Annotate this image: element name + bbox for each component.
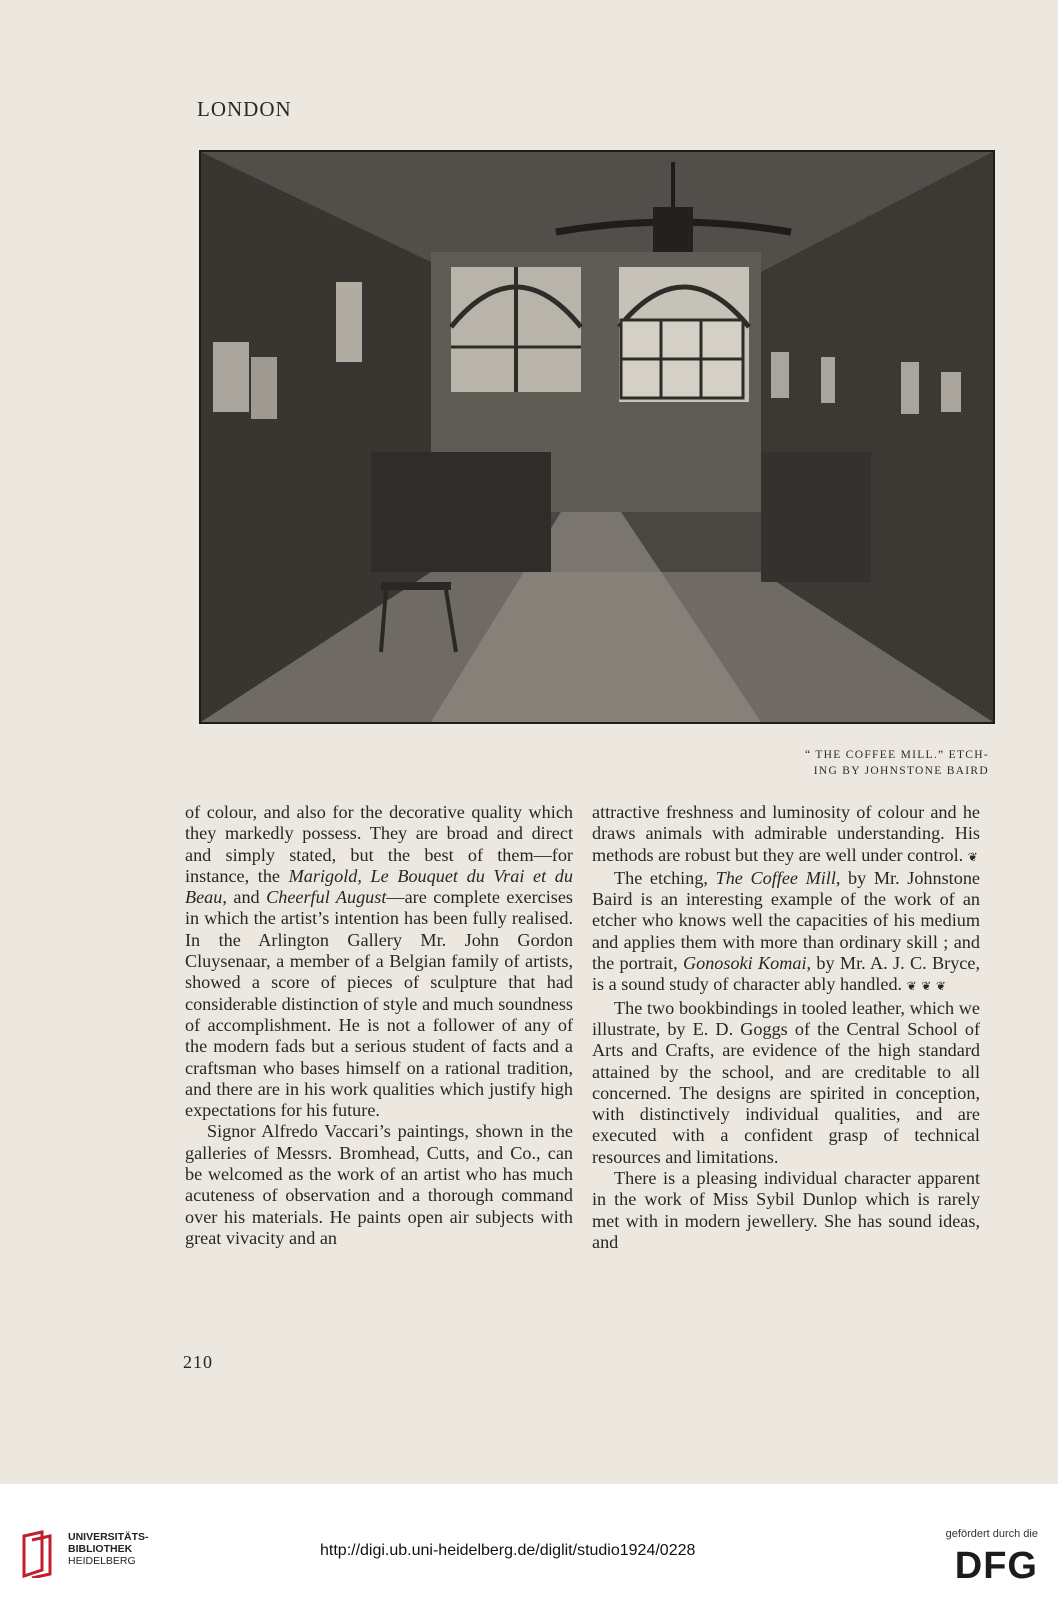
left-paragraph-2: Signor Alfredo Vaccari’s paintings, shown in the galleries of Messrs. Bromhead, Cutts, and Co., can be welcomed as the work of an artist who has much acuteness of observation and a thorough command over his materials. He paints open air subjects with great vivacity and an	[185, 1121, 573, 1248]
library-logo-icon[interactable]	[20, 1530, 62, 1578]
left-paragraph-1: of colour, and also for the decorative quality which they markedly possess. They are broad and direct and simply stated, but the best of them—for instance, the Marigold, Le Bouquet du Vrai et du Beau, and Cheerful August—are complete exercises in which the artist’s intention has been fully realised. In the Arlington Gallery Mr. John Gordon Cluysenaar, a member of a Belgian family of artists, showed a score of pieces of sculpture that had considerable distinction of style and much soundness of accomplishment. He is not a follower of any of the modern fads but a serious student of facts and a craftsman who bases himself on a rational tradition, and there are in his work qualities which justify high expectations for his future.	[185, 802, 573, 1121]
caption-line-1: “ THE COFFEE MILL.” ETCH-	[804, 749, 989, 761]
illustration-caption	[805, 747, 989, 779]
right-paragraph-2: The etching, The Coffee Mill, by Mr. Johnstone Baird is an interesting example of the work of an etcher who knows well the capacities of his medium and applies them with more than ordinary skill ; and the portrait, Gonosoki Komai, by Mr. A. J. C. Bryce, is a sound study of character ably handled. ❦ ❦ ❦	[592, 867, 980, 995]
permalink-url[interactable]: http://digi.ub.uni-heidelberg.de/diglit/studio1924/0228	[320, 1542, 696, 1559]
library-name[interactable]: UNIVERSITÄTS- BIBLIOTHEK HEIDELBERG	[68, 1531, 149, 1567]
right-paragraph-1: attractive freshness and luminosity of colour and he draws animals with admirable understanding. His methods are robust but they are well under control. ❦	[592, 802, 980, 865]
leaf-ornament-icon: ❦	[935, 979, 946, 994]
caption-line-2: ING BY JOHNSTONE BAIRD	[813, 765, 989, 777]
funding-label: gefördert durch die	[945, 1528, 1038, 1540]
coffee-mill-etching	[201, 152, 993, 722]
right-paragraph-4: There is a pleasing individual character apparent in the work of Miss Sybil Dunlop which is rarely met with in modern jewellery. She has sound ideas, and	[592, 1168, 980, 1252]
viewer-footer	[0, 1484, 1058, 1600]
leaf-ornament-icon: ❦	[921, 979, 932, 994]
running-title: LONDON	[197, 97, 292, 121]
etching-illustration	[199, 150, 995, 724]
dfg-logo[interactable]: DFG	[954, 1545, 1038, 1587]
right-paragraph-3: The two bookbindings in tooled leather, which we illustrate, by E. D. Goggs of the Central School of Arts and Crafts, are evidence of the high standard attained by the school, and are creditable to all concerned. The designs are spirited in conception, with distinctively individual qualities, and are executed with a confident grasp of technical resources and limitations.	[592, 997, 980, 1167]
leaf-ornament-icon: ❦	[906, 979, 917, 994]
page-number: 210	[183, 1352, 213, 1372]
left-column	[185, 802, 573, 1249]
leaf-ornament-icon: ❦	[967, 849, 978, 864]
right-column	[592, 802, 980, 1253]
